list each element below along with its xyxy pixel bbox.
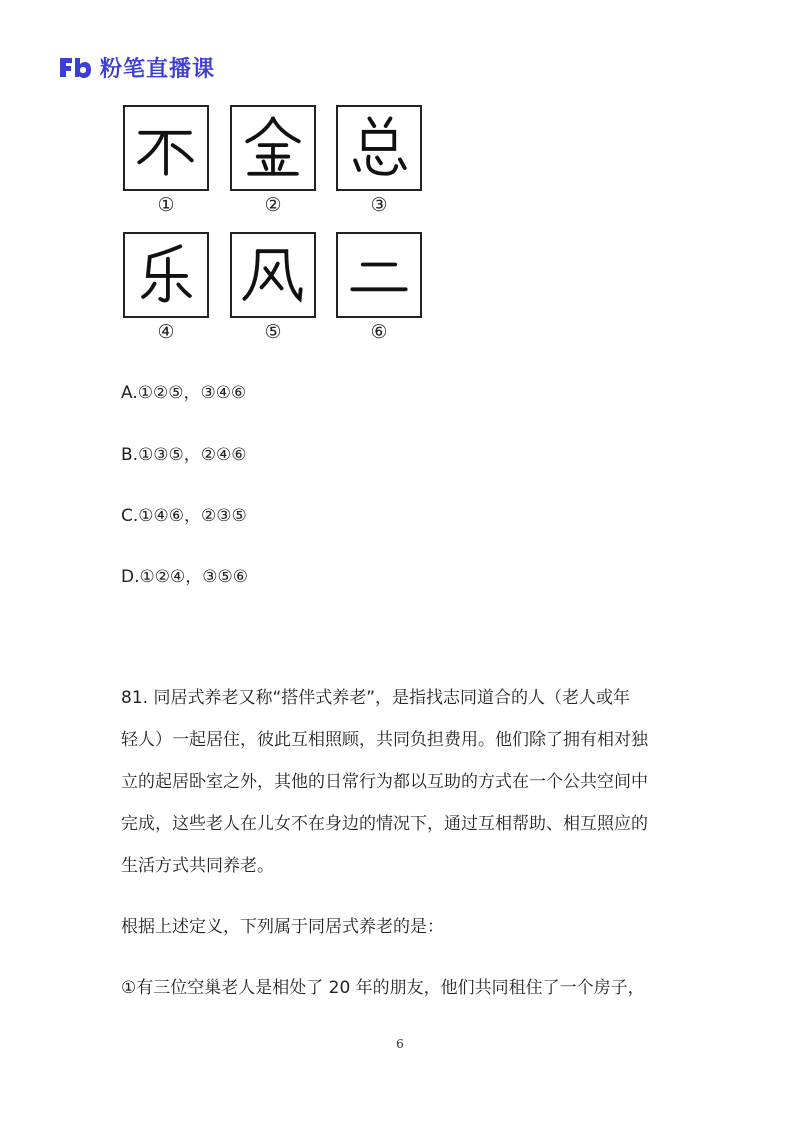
glyph-jin-icon	[232, 107, 314, 189]
question-line: 完成，这些老人在儿女不在身边的情况下，通过互相帮助、相互照应的	[121, 814, 648, 834]
fb-logo-icon	[58, 55, 92, 79]
figure-label-2: ②	[264, 194, 282, 216]
question-line: 生活方式共同养老。	[121, 856, 274, 876]
brand-logo	[58, 52, 215, 82]
option-c: C.①④⑥，②③⑤	[121, 506, 247, 526]
option-b: B.①③⑤，②④⑥	[121, 445, 247, 465]
glyph-er-icon	[338, 234, 420, 316]
figure-box-2	[230, 105, 316, 191]
figure-label-3: ③	[370, 194, 388, 216]
option-a: A.①②⑤，③④⑥	[121, 383, 247, 403]
figure-label-5: ⑤	[264, 321, 282, 343]
glyph-bu-icon	[125, 107, 207, 189]
figure-box-4	[123, 232, 209, 318]
figure-label-6: ⑥	[370, 321, 388, 343]
figure-box-6	[336, 232, 422, 318]
figure-box-5	[230, 232, 316, 318]
figure-label-1: ①	[157, 194, 175, 216]
figure-box-1	[123, 105, 209, 191]
question-line: 立的起居卧室之外，其他的日常行为都以互助的方式在一个公共空间中	[121, 772, 648, 792]
figure-box-3	[336, 105, 422, 191]
glyph-le-icon	[125, 234, 207, 316]
question-line: 轻人）一起居住，彼此互相照顾，共同负担费用。他们除了拥有相对独	[121, 730, 648, 750]
brand-name: 粉笔直播课	[100, 56, 216, 82]
option-d: D.①②④，③⑤⑥	[121, 567, 248, 587]
question-line: 81. 同居式养老又称“搭伴式养老”，是指找志同道合的人（老人或年	[121, 688, 631, 708]
glyph-zong-icon	[338, 107, 420, 189]
page-number: 6	[396, 1037, 404, 1051]
question-item-1: ①有三位空巢老人是相处了 20 年的朋友，他们共同租住了一个房子，	[121, 978, 645, 998]
figure-label-4: ④	[157, 321, 175, 343]
question-prompt: 根据上述定义，下列属于同居式养老的是：	[121, 917, 444, 937]
glyph-feng-icon	[232, 234, 314, 316]
